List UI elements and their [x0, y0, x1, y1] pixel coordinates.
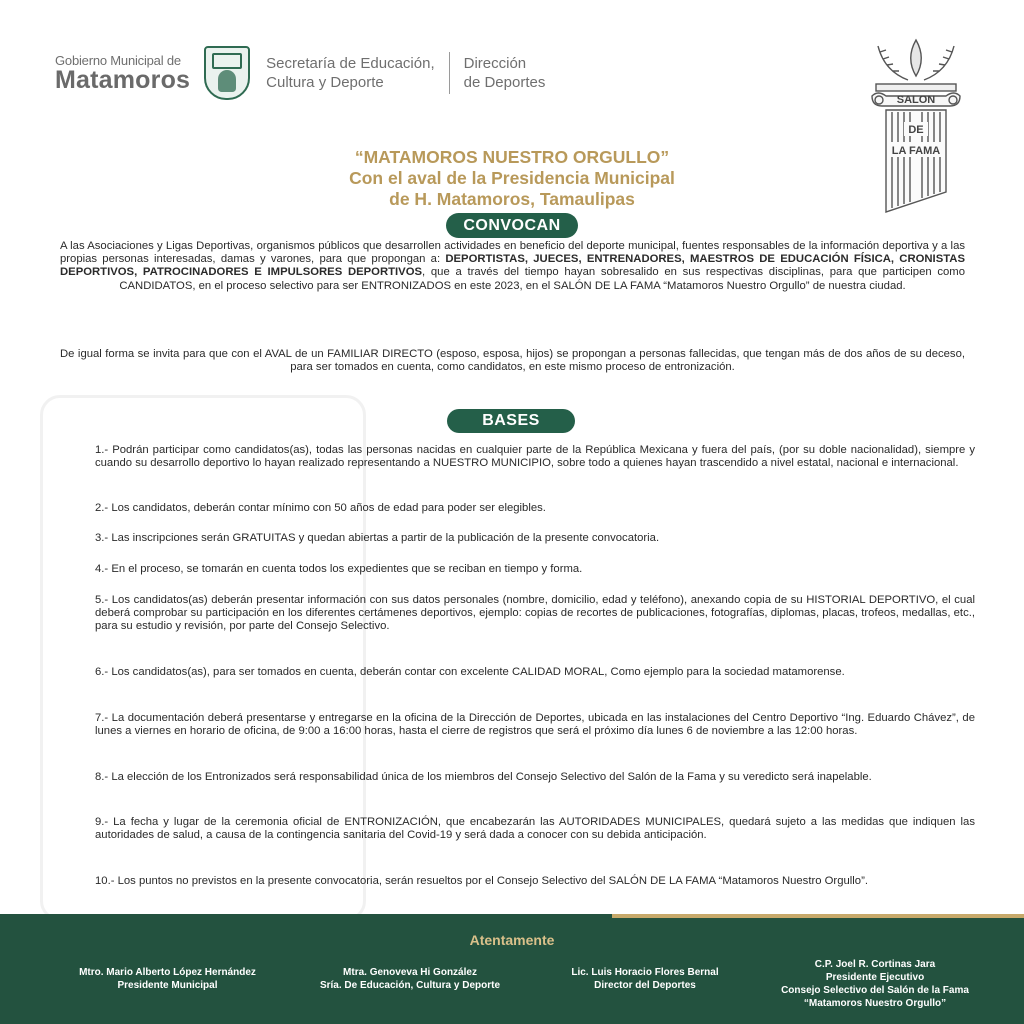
convocan-paragraph-2: De igual forma se invita para que con el AVAL de un FAMILIAR DIRECTO (esposo, esposa, hijos) se propongan a personas fallecidas, que tengan más de dos años de su deceso, para ser tomados en cuenta, como candidatos, en este mismo proceso de entronización.: [60, 348, 965, 374]
signatory-role-2: Consejo Selectivo del Salón de la Fama: [781, 985, 969, 996]
emblem-text-salon: SALON: [896, 94, 936, 106]
page-title: [0, 147, 1024, 210]
title-line3: de H. Matamoros, Tamaulipas: [389, 189, 635, 209]
signatory-name: Mtro. Mario Alberto López Hernández: [79, 967, 256, 978]
signatory-role-3: “Matamoros Nuestro Orgullo”: [803, 998, 947, 1009]
signatory-name: C.P. Joel R. Cortinas Jara: [814, 959, 936, 970]
secretaria-label: [266, 54, 434, 92]
gobierno-municipal-logo: [55, 54, 190, 93]
gobierno-main-text: Matamoros: [55, 65, 191, 94]
convocan-paragraph-1: [60, 240, 965, 293]
p1-bold: DEPORTISTAS, JUECES, ENTRENADORES, MAESTROS DE EDUCACIÓN FÍSICA, CRONISTAS DEPORTIVOS, PATROCINADORES E IMPULSORES DEPORTIVOS: [60, 253, 965, 279]
title-line2: Con el aval de la Presidencia Municipal: [349, 168, 675, 188]
base-item-3: 3.- Las inscripciones serán GRATUITAS y quedan abiertas a partir de la publicación de la presente convocatoria.: [95, 532, 660, 544]
gobierno-top-text: Gobierno Municipal de: [55, 52, 181, 68]
atentamente-label: Atentamente: [469, 932, 555, 948]
base-item-9: 9.- La fecha y lugar de la ceremonia oficial de ENTRONIZACIÓN, que encabezarán las AUTORIDADES MUNICIPALES, quedará sujeto a las medidas que indiquen las autoridades de salud, a causa de la contingencia sanitaria del Covid-19 y será dada a conocer con su debida anticipación.: [95, 816, 975, 842]
signatory-4: [755, 958, 995, 1010]
direccion-line1: Dirección: [463, 55, 527, 72]
signatory-role: Director del Deportes: [594, 980, 696, 991]
signatory-name: Mtra. Genoveva Hi González: [343, 967, 477, 978]
signatory-role: Sría. De Educación, Cultura y Deporte: [319, 980, 501, 991]
base-item-1: 1.- Podrán participar como candidatos(as), todas las personas nacidas en cualquier parte de la República Mexicana y fuera del país, (por su doble nacionalidad), siempre y cuando su desarrollo deportivo lo hayan realizado representando a NUESTRO MUNICIPIO, sobre todo a quienes hayan trascendido a nivel estatal, nacional e internacional.: [95, 444, 975, 470]
coat-of-arms-icon: [204, 46, 250, 100]
base-item-10: 10.- Los puntos no previstos en la presente convocatoria, serán resueltos por el Consejo Selectivo del SALÓN DE LA FAMA “Matamoros Nuestro Orgullo”.: [95, 875, 868, 887]
emblem-text-de: DE: [908, 124, 924, 136]
base-item-5: 5.- Los candidatos(as) deberán presentar información con sus datos personales (nombre, domicilio, edad y teléfono), anexando copia de su HISTORIAL DEPORTIVO, el cual deberá comprobar su participación en los diferentes certámenes deportivos, ejemplo: copias de recortes de publicaciones, fotografías, diplomas, placas, trofeos, medallas, etc., para su estudio y revisión, por parte del Consejo Selectivo.: [95, 594, 975, 633]
secretaria-line1: Secretaría de Educación,: [266, 55, 435, 72]
title-line1: “MATAMOROS NUESTRO ORGULLO”: [354, 147, 670, 167]
signatory-1: [55, 966, 280, 992]
header: [55, 42, 545, 104]
bases-heading: BASES: [447, 409, 575, 433]
signatory-name: Lic. Luis Horacio Flores Bernal: [571, 967, 719, 978]
base-item-6: 6.- Los candidatos(as), para ser tomados en cuenta, deberán contar con excelente CALIDAD MORAL, Como ejemplo para la sociedad matamorense.: [95, 666, 845, 678]
base-item-8: 8.- La elección de los Entronizados será responsabilidad única de los miembros del Consejo Selectivo del Salón de la Fama y su veredicto será inapelable.: [95, 771, 872, 783]
direccion-line2: de Deportes: [463, 74, 546, 91]
direccion-label: [464, 54, 546, 92]
base-item-2: 2.- Los candidatos, deberán contar mínimo con 50 años de edad para poder ser elegibles.: [95, 502, 546, 514]
header-divider: [449, 52, 450, 94]
signatory-3: [545, 966, 745, 992]
p1-start: A las Asociaciones y Ligas Deportivas, organismos públicos que desarrollen actividades en beneficio del deporte municipal, fuentes responsables de la información deportiva y a las propias personas interesadas, damas y varones, para que propongan a:: [60, 240, 965, 266]
p1-end: , que a través del tiempo hayan sobresalido en sus respectivas disciplinas, para que participen como CANDIDATOS, en el proceso selectivo para ser ENTRONIZADOS en este 2023, en el SALÓN DE LA FAMA “Matamoros Nuestro Orgullo” de nuestra ciudad.: [119, 266, 965, 292]
emblem-text-la-fama: LA FAMA: [891, 145, 941, 157]
base-item-4: 4.- En el proceso, se tomarán en cuenta todos los expedientes que se reciban en tiempo y forma.: [95, 563, 583, 575]
base-item-7: 7.- La documentación deberá presentarse y entregarse en la oficina de la Dirección de Deportes, ubicada en las instalaciones del Centro Deportivo “Ing. Eduardo Chávez”, de lunes a viernes en horario de oficina, de 9:00 a 16:00 horas, hasta el cierre de registros que será el próximo día lunes 6 de noviembre a las 12:00 horas.: [95, 712, 975, 738]
signatory-role: Presidente Municipal: [117, 980, 218, 991]
signatory-role: Presidente Ejecutivo: [825, 972, 925, 983]
convocan-heading: CONVOCAN: [446, 213, 578, 238]
signatory-2: [295, 966, 525, 992]
watermark-salon-text: [60, 410, 85, 480]
secretaria-line2: Cultura y Deporte: [266, 74, 384, 91]
